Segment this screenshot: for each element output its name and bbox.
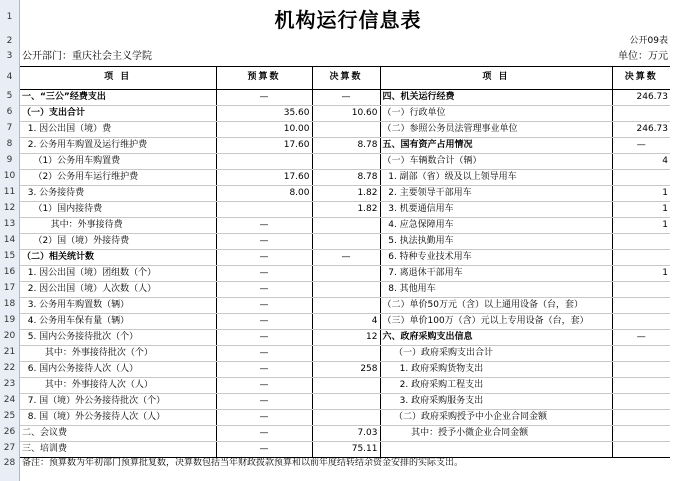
budget-cell[interactable]: 17.60 — [216, 170, 312, 186]
right-item-cell[interactable]: 3. 政府采购服务支出 — [380, 394, 612, 410]
final-cell[interactable]: 12 — [312, 330, 380, 346]
table-row — [20, 234, 670, 250]
budget-cell[interactable]: 35.60 — [216, 106, 312, 122]
right-item-cell[interactable]: （二）政府采购授予中小企业合同金额 — [380, 410, 612, 426]
row-number[interactable]: 18 — [3, 299, 16, 309]
budget-cell[interactable]: — — [216, 378, 312, 394]
budget-cell[interactable]: — — [216, 330, 312, 346]
table-row — [20, 250, 670, 266]
row-number[interactable]: 10 — [3, 171, 16, 181]
table-row — [20, 170, 670, 186]
row-number[interactable]: 23 — [3, 379, 16, 389]
left-item-cell[interactable]: （1）公务用车购置费 — [20, 154, 216, 170]
left-item-cell[interactable]: 三、培训费 — [20, 442, 216, 458]
right-final-cell[interactable] — [612, 346, 670, 362]
final-cell[interactable] — [312, 298, 380, 314]
final-cell[interactable]: — — [312, 90, 380, 106]
table-row — [20, 154, 670, 170]
row-number[interactable]: 27 — [3, 443, 16, 453]
left-item-cell[interactable]: （1）国内接待费 — [20, 202, 216, 218]
right-item-cell[interactable]: 其中：授予小微企业合同金额 — [380, 426, 612, 442]
right-item-cell[interactable]: 4. 应急保障用车 — [380, 218, 612, 234]
left-item-cell[interactable]: 8. 国（境）外公务接待人次（人） — [20, 410, 216, 426]
right-item-cell[interactable]: （一）行政单位 — [380, 106, 612, 122]
footnote: 备注：预算数为年初部门预算批复数，决算数包括当年财政拨款预算和以前年度结转结余资金安排的实际支出。 — [22, 458, 464, 468]
header-final: 决算数 — [312, 66, 380, 90]
row-number[interactable]: 19 — [3, 315, 16, 325]
right-final-cell[interactable] — [612, 250, 670, 266]
budget-cell[interactable]: 8.00 — [216, 186, 312, 202]
table-row — [20, 410, 670, 426]
right-item-cell[interactable]: 7. 离退休干部用车 — [380, 266, 612, 282]
right-item-cell[interactable]: （一）车辆数合计（辆） — [380, 154, 612, 170]
right-item-cell[interactable]: 四、机关运行经费 — [380, 90, 612, 106]
sheet-title: 机构运行信息表 — [274, 8, 422, 32]
table-row — [20, 314, 670, 330]
right-item-cell[interactable]: 1. 副部（省）级及以上领导用车 — [380, 170, 612, 186]
right-final-cell[interactable]: 1 — [612, 186, 670, 202]
right-final-cell[interactable]: 1 — [612, 266, 670, 282]
final-cell[interactable]: 258 — [312, 362, 380, 378]
row-number[interactable]: 9 — [6, 155, 13, 165]
final-cell[interactable]: 1.82 — [312, 186, 380, 202]
unit-label: 单位：万元 — [618, 51, 668, 62]
right-final-cell[interactable]: 1 — [612, 202, 670, 218]
budget-cell[interactable] — [216, 154, 312, 170]
row-number[interactable]: 20 — [3, 331, 16, 341]
header-item: 项 目 — [20, 66, 216, 90]
row-number[interactable]: 11 — [3, 187, 16, 197]
final-cell[interactable] — [312, 346, 380, 362]
budget-cell[interactable]: — — [216, 394, 312, 410]
right-item-cell[interactable]: 六、政府采购支出信息 — [380, 330, 612, 346]
right-final-cell[interactable] — [612, 314, 670, 330]
right-final-cell[interactable] — [612, 298, 670, 314]
row-number[interactable]: 28 — [3, 458, 16, 468]
right-item-cell[interactable]: 5. 执法执勤用车 — [380, 234, 612, 250]
table-row — [20, 90, 670, 106]
left-item-cell[interactable]: 1. 因公出国（境）费 — [20, 122, 216, 138]
right-final-cell[interactable] — [612, 362, 670, 378]
right-item-cell[interactable]: 2. 政府采购工程支出 — [380, 378, 612, 394]
budget-cell[interactable]: — — [216, 90, 312, 106]
left-item-cell[interactable]: （一）支出合计 — [20, 106, 216, 122]
budget-cell[interactable]: — — [216, 298, 312, 314]
row-number[interactable]: 22 — [3, 363, 16, 373]
right-item-cell[interactable]: （一）政府采购支出合计 — [380, 346, 612, 362]
row-number[interactable]: 1 — [6, 12, 13, 22]
left-item-cell[interactable]: 二、会议费 — [20, 426, 216, 442]
table-row — [20, 186, 670, 202]
final-cell[interactable] — [312, 266, 380, 282]
budget-cell[interactable]: — — [216, 362, 312, 378]
right-item-cell[interactable]: 五、国有资产占用情况 — [380, 138, 612, 154]
final-cell[interactable] — [312, 218, 380, 234]
row-number[interactable]: 3 — [6, 51, 13, 61]
left-item-cell[interactable]: 其中：外事接待费 — [20, 218, 216, 234]
header-budget: 预算数 — [216, 66, 312, 90]
budget-cell[interactable]: — — [216, 218, 312, 234]
budget-cell[interactable]: — — [216, 266, 312, 282]
right-final-cell[interactable] — [612, 234, 670, 250]
row-number[interactable]: 4 — [6, 72, 13, 82]
table-row — [20, 266, 670, 282]
table-row — [20, 346, 670, 362]
right-item-cell[interactable]: （二）参照公务员法管理事业单位 — [380, 122, 612, 138]
right-item-cell[interactable]: 3. 机要通信用车 — [380, 202, 612, 218]
right-item-cell[interactable]: 6. 特种专业技术用车 — [380, 250, 612, 266]
info-table — [20, 66, 670, 458]
budget-cell[interactable]: — — [216, 282, 312, 298]
row-number[interactable]: 15 — [3, 251, 16, 261]
right-final-cell[interactable] — [612, 106, 670, 122]
left-item-cell[interactable]: 5. 国内公务接待批次（个） — [20, 330, 216, 346]
right-final-cell[interactable] — [612, 426, 670, 442]
right-final-cell[interactable] — [612, 378, 670, 394]
row-number[interactable]: 5 — [6, 91, 13, 101]
right-final-cell[interactable]: — — [612, 330, 670, 346]
row-number[interactable]: 8 — [6, 139, 13, 149]
final-cell[interactable]: 8.78 — [312, 138, 380, 154]
row-number[interactable]: 24 — [3, 395, 16, 405]
budget-cell[interactable]: — — [216, 410, 312, 426]
left-item-cell[interactable]: 其中：外事接待批次（个） — [20, 346, 216, 362]
left-item-cell[interactable]: 其中：外事接待人次（人） — [20, 378, 216, 394]
table-code: 公开09表 — [629, 36, 668, 46]
right-final-cell[interactable] — [612, 170, 670, 186]
budget-cell[interactable]: — — [216, 314, 312, 330]
table-row — [20, 106, 670, 122]
final-cell[interactable]: 4 — [312, 314, 380, 330]
department-label: 公开部门：重庆社会主义学院 — [22, 51, 152, 62]
final-cell[interactable]: 8.78 — [312, 170, 380, 186]
table-row — [20, 378, 670, 394]
right-final-cell[interactable]: 246.73 — [612, 122, 670, 138]
row-number[interactable]: 12 — [3, 203, 16, 213]
table-row — [20, 426, 670, 442]
left-item-cell[interactable]: 一、“三公”经费支出 — [20, 90, 216, 106]
final-cell[interactable]: — — [312, 250, 380, 266]
right-final-cell[interactable]: 4 — [612, 154, 670, 170]
right-item-cell[interactable]: （二）单价50万元（含）以上通用设备（台，套） — [380, 298, 612, 314]
right-final-cell[interactable] — [612, 282, 670, 298]
right-item-cell[interactable]: 2. 主要领导干部用车 — [380, 186, 612, 202]
right-final-cell[interactable]: — — [612, 138, 670, 154]
budget-cell[interactable]: — — [216, 442, 312, 458]
budget-cell[interactable]: 17.60 — [216, 138, 312, 154]
row-number[interactable]: 6 — [6, 107, 13, 117]
budget-cell[interactable] — [216, 202, 312, 218]
left-item-cell[interactable]: （2）国（境）外接待费 — [20, 234, 216, 250]
final-cell[interactable]: 10.60 — [312, 106, 380, 122]
table-row — [20, 202, 670, 218]
final-cell[interactable]: 75.11 — [312, 442, 380, 458]
right-final-cell[interactable] — [612, 442, 670, 458]
table-row — [20, 138, 670, 154]
final-cell[interactable] — [312, 394, 380, 410]
table-header-row — [20, 66, 670, 90]
row-number[interactable]: 7 — [6, 123, 13, 133]
row-number[interactable]: 13 — [3, 219, 16, 229]
row-number[interactable]: 14 — [3, 235, 16, 245]
left-item-cell[interactable]: 6. 国内公务接待人次（人） — [20, 362, 216, 378]
header-item-right: 项 目 — [380, 66, 612, 90]
right-item-cell[interactable]: （三）单价100万（含）元以上专用设备（台，套） — [380, 314, 612, 330]
left-item-cell[interactable]: 3. 公务接待费 — [20, 186, 216, 202]
budget-cell[interactable]: — — [216, 346, 312, 362]
left-item-cell[interactable]: 2. 公务用车购置及运行维护费 — [20, 138, 216, 154]
row-number-column — [0, 0, 20, 481]
left-item-cell[interactable]: （二）相关统计数 — [20, 250, 216, 266]
final-cell[interactable] — [312, 410, 380, 426]
final-cell[interactable] — [312, 122, 380, 138]
row-number[interactable]: 21 — [3, 347, 16, 357]
row-number[interactable]: 2 — [6, 36, 13, 46]
table-row — [20, 122, 670, 138]
table-row — [20, 282, 670, 298]
right-final-cell[interactable]: 1 — [612, 218, 670, 234]
budget-cell[interactable]: — — [216, 426, 312, 442]
budget-cell[interactable]: — — [216, 250, 312, 266]
left-item-cell[interactable]: （2）公务用车运行维护费 — [20, 170, 216, 186]
header-final-right: 决算数 — [612, 66, 670, 90]
table-row — [20, 298, 670, 314]
left-item-cell[interactable]: 7. 国（境）外公务接待批次（个） — [20, 394, 216, 410]
table-row — [20, 362, 670, 378]
table-row — [20, 218, 670, 234]
final-cell[interactable] — [312, 154, 380, 170]
final-cell[interactable] — [312, 282, 380, 298]
left-item-cell[interactable]: 1. 因公出国（境）团组数（个） — [20, 266, 216, 282]
left-item-cell[interactable]: 3. 公务用车购置数（辆） — [20, 298, 216, 314]
right-final-cell[interactable]: 246.73 — [612, 90, 670, 106]
final-cell[interactable]: 7.03 — [312, 426, 380, 442]
final-cell[interactable] — [312, 378, 380, 394]
table-row — [20, 394, 670, 410]
right-item-cell[interactable]: 8. 其他用车 — [380, 282, 612, 298]
table-row — [20, 330, 670, 346]
row-number[interactable]: 26 — [3, 427, 16, 437]
budget-cell[interactable]: — — [216, 234, 312, 250]
left-item-cell[interactable]: 4. 公务用车保有量（辆） — [20, 314, 216, 330]
budget-cell[interactable]: 10.00 — [216, 122, 312, 138]
row-number[interactable]: 17 — [3, 283, 16, 293]
right-final-cell[interactable] — [612, 410, 670, 426]
right-final-cell[interactable] — [612, 394, 670, 410]
right-item-cell[interactable]: 1. 政府采购货物支出 — [380, 362, 612, 378]
row-number[interactable]: 25 — [3, 411, 16, 421]
final-cell[interactable] — [312, 234, 380, 250]
final-cell[interactable]: 1.82 — [312, 202, 380, 218]
left-item-cell[interactable]: 2. 因公出国（境）人次数（人） — [20, 282, 216, 298]
row-number[interactable]: 16 — [3, 267, 16, 277]
